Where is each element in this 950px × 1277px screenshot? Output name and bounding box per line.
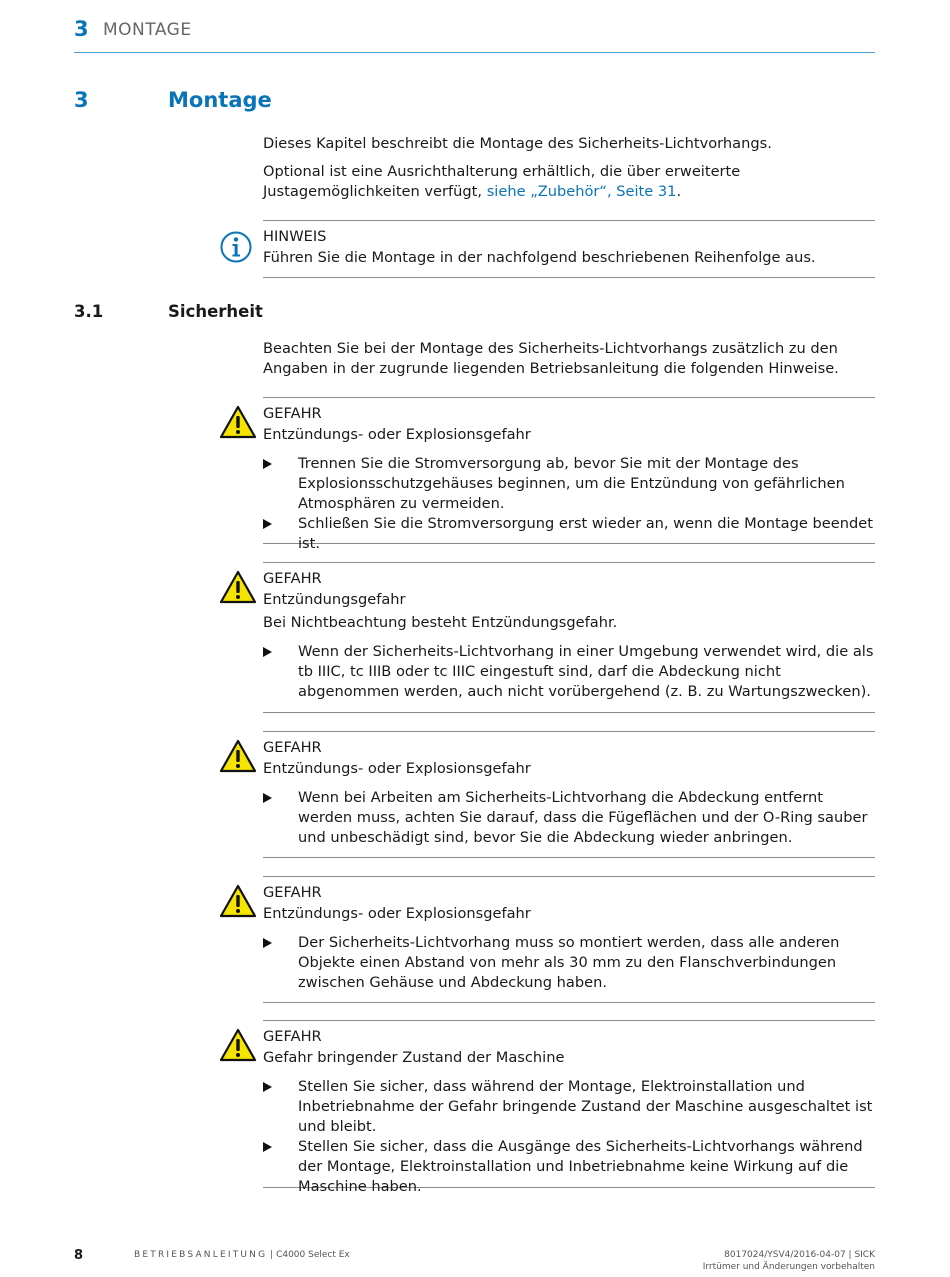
bullet-arrow-icon [263, 459, 272, 469]
danger-box-1 [263, 397, 875, 552]
danger-subtitle: Gefahr bringender Zustand der Maschine [263, 1049, 565, 1066]
intro-paragraph-2-end: . [676, 183, 682, 200]
bullet-arrow-icon [263, 793, 272, 803]
danger-title: GEFAHR [263, 1028, 322, 1045]
danger-box-2 [263, 562, 875, 713]
danger-title: GEFAHR [263, 405, 322, 422]
list-item [263, 788, 875, 848]
page-number: 8 [74, 1248, 84, 1263]
list-item [263, 933, 875, 993]
list-item [263, 454, 875, 514]
running-header-chapter-number: 3 [74, 17, 89, 41]
danger-subtitle: Entzündungs- oder Explosionsgefahr [263, 905, 531, 922]
note-title: HINWEIS [263, 228, 327, 245]
intro-paragraph-1: Dieses Kapitel beschreibt die Montage des Sicherheits-Lichtvorhangs. [263, 135, 772, 152]
footer-disclaimer: Irrtümer und Änderungen vorbehalten [702, 1262, 875, 1272]
warning-icon [219, 569, 257, 605]
list-item [263, 1137, 875, 1197]
accessories-cross-reference-link[interactable]: siehe „Zubehör“, Seite 31 [486, 183, 677, 200]
danger-title: GEFAHR [263, 570, 322, 587]
intro-paragraph-2 [263, 162, 875, 202]
footer-document-info [134, 1249, 350, 1261]
list-item [263, 514, 875, 554]
danger-box-4 [263, 876, 875, 1003]
info-icon [219, 229, 257, 265]
note-box [263, 220, 875, 278]
chapter-number: 3 [74, 88, 89, 112]
danger-subtitle: Entzündungs- oder Explosionsgefahr [263, 760, 531, 777]
danger-bullet-list [263, 933, 875, 993]
danger-title: GEFAHR [263, 739, 322, 756]
list-item-text: Wenn der Sicherheits-Lichtvorhang in einer Umgebung verwendet wird, die als tb IIIC, tc IIIB oder tc IIIC eingestuft sind, darf die Abdeckung nicht abgenommen werden, auch nicht vorübergehend (z. B. zu Wartungszwecken). [298, 643, 874, 700]
note-text: Führen Sie die Montage in der nachfolgend beschriebenen Reihenfolge aus. [263, 249, 816, 266]
danger-subtitle: Entzündungs- oder Explosionsgefahr [263, 426, 531, 443]
danger-bullet-list [263, 454, 875, 554]
bullet-arrow-icon [263, 1142, 272, 1152]
section-number: 3.1 [74, 302, 104, 321]
danger-bullet-list [263, 788, 875, 848]
section-title: Sicherheit [168, 302, 263, 321]
list-item-text: Wenn bei Arbeiten am Sicherheits-Lichtvorhang die Abdeckung entfernt werden muss, achten Sie darauf, dass die Fügeflächen und der O-Ring sauber und unbeschädigt sind, bevor Sie die Abdeckung wieder anbringen. [298, 789, 868, 846]
bullet-arrow-icon [263, 1082, 272, 1092]
footer-product: C4000 Select Ex [276, 1250, 350, 1260]
danger-box-3 [263, 731, 875, 858]
danger-subtitle: Entzündungsgefahr [263, 591, 406, 608]
warning-icon [219, 1027, 257, 1063]
list-item-text: Der Sicherheits-Lichtvorhang muss so montiert werden, dass alle anderen Objekte einen Abstand von mehr als 30 mm zu den Flanschverbindungen zwischen Gehäuse und Abdeckung haben. [298, 934, 840, 991]
list-item [263, 642, 875, 702]
list-item-text: Trennen Sie die Stromversorgung ab, bevor Sie mit der Montage des Explosionsschutzgehäuses beginnen, um die Entzündung von gefährlichen Atmosphären zu vermeiden. [298, 455, 845, 512]
bullet-arrow-icon [263, 938, 272, 948]
section-intro-paragraph: Beachten Sie bei der Montage des Sicherheits-Lichtvorhangs zusätzlich zu den Angaben in der zugrunde liegenden Betriebsanleitung die folgenden Hinweise. [263, 340, 839, 377]
running-header [74, 16, 875, 53]
list-item-text: Stellen Sie sicher, dass die Ausgänge des Sicherheits-Lichtvorhangs während der Montage, Elektroinstallation und Inbetriebnahme keine Wirkung auf die Maschine haben. [298, 1138, 863, 1195]
chapter-title: Montage [168, 88, 272, 112]
footer-doc-id: 8017024/YSV4/2016-04-07 | SICK [724, 1250, 875, 1260]
warning-icon [219, 738, 257, 774]
danger-text: Bei Nichtbeachtung besteht Entzündungsgefahr. [263, 614, 618, 631]
danger-bullet-list [263, 642, 875, 702]
list-item-text: Stellen Sie sicher, dass während der Montage, Elektroinstallation und Inbetriebnahme der Gefahr bringende Zustand der Maschine ausgeschaltet ist und bleibt. [298, 1078, 873, 1135]
warning-icon [219, 883, 257, 919]
footer-right [703, 1249, 875, 1273]
intro-paragraph-2-text: Optional ist eine Ausrichthalterung erhältlich, die über erweiterte Justagemöglichkeiten verfügt, [263, 163, 741, 200]
footer-doc-type: BETRIEBSANLEITUNG [134, 1250, 268, 1260]
bullet-arrow-icon [263, 519, 272, 529]
bullet-arrow-icon [263, 647, 272, 657]
footer-separator: | [267, 1250, 277, 1260]
list-item [263, 1077, 875, 1137]
running-header-chapter-title: MONTAGE [103, 20, 192, 40]
danger-box-5 [263, 1020, 875, 1195]
danger-title: GEFAHR [263, 884, 322, 901]
warning-icon [219, 404, 257, 440]
list-item-text: Schließen Sie die Stromversorgung erst wieder an, wenn die Montage beendet ist. [298, 515, 873, 552]
danger-bullet-list [263, 1077, 875, 1197]
